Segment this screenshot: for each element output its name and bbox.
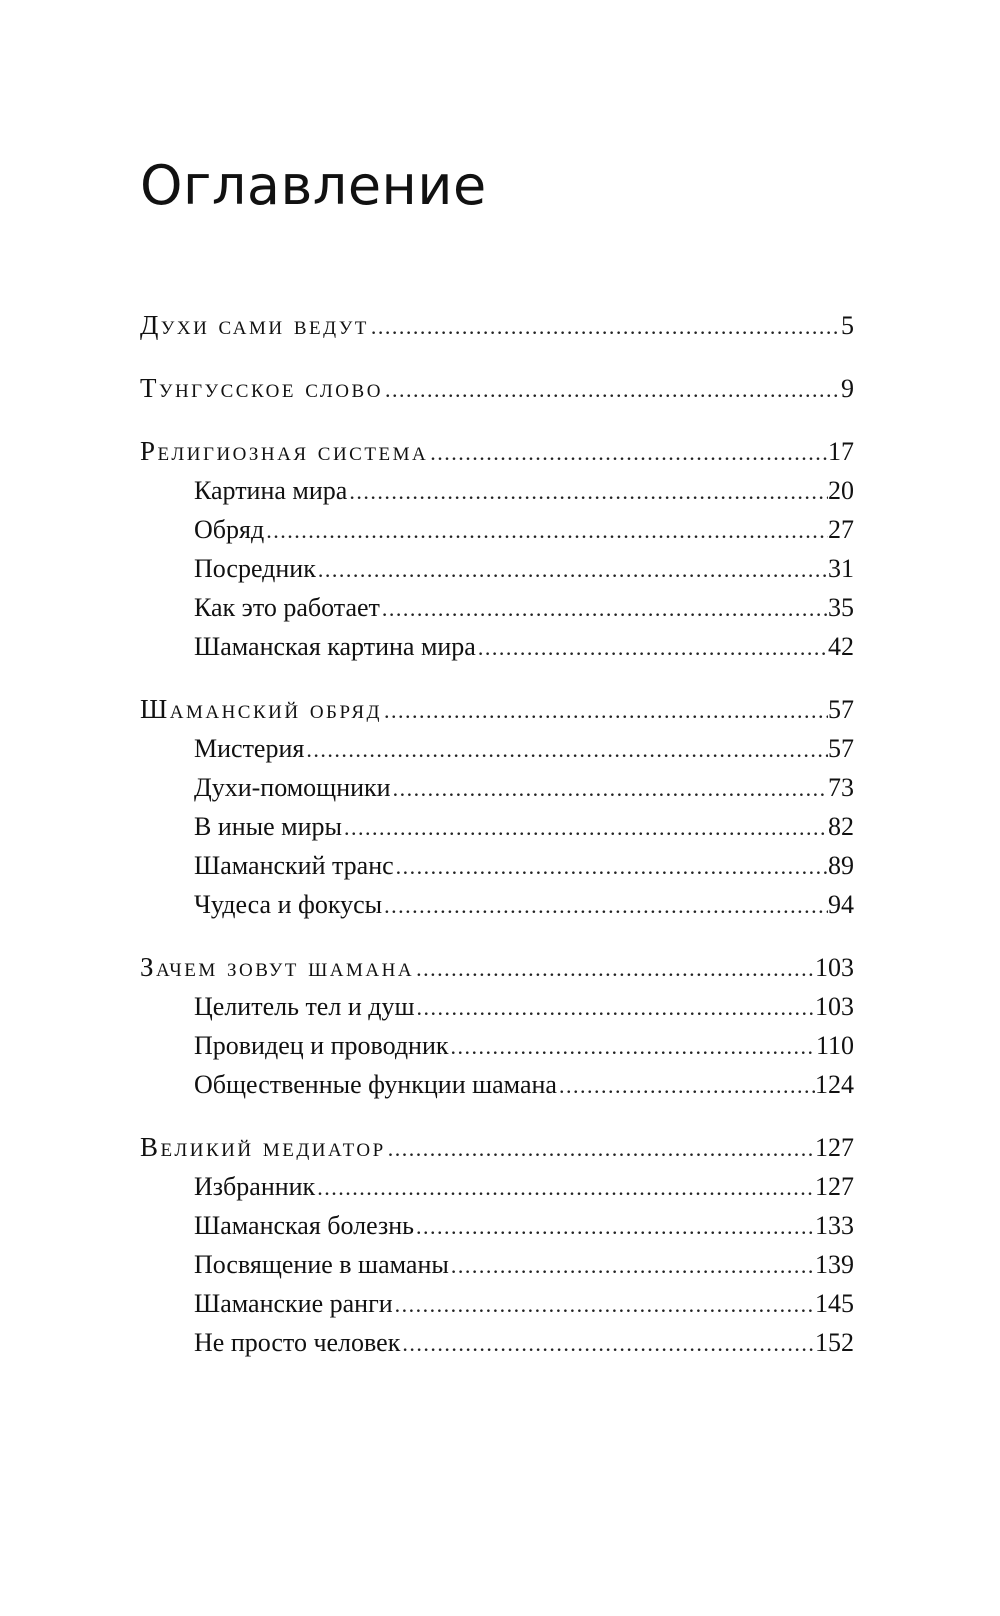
page-title: Оглавление	[140, 154, 487, 217]
toc-subentry[interactable]	[140, 885, 854, 924]
page-number: 57	[828, 734, 854, 763]
page-number: 20	[828, 476, 854, 505]
chapter-title: Духи сами ведут	[140, 310, 369, 340]
subsection-title: Провидец и проводник	[194, 1031, 449, 1060]
chapter-title: Зачем зовут шамана	[140, 952, 415, 982]
toc-subentry[interactable]	[140, 1065, 854, 1104]
subsection-title: Шаманская болезнь	[194, 1211, 415, 1240]
dot-leader	[369, 307, 841, 346]
dot-leader	[400, 1324, 815, 1363]
page-number: 31	[828, 554, 854, 583]
subsection-title: Шаманская картина мира	[194, 632, 476, 661]
dot-leader	[380, 589, 828, 628]
page-number: 145	[815, 1289, 854, 1318]
dot-leader	[383, 370, 841, 409]
subsection-title: Обряд	[194, 515, 265, 544]
subsection-title: Чудеса и фокусы	[194, 890, 383, 919]
page-number: 82	[828, 812, 854, 841]
toc-chapter-entry[interactable]	[140, 432, 854, 471]
dot-leader	[414, 988, 815, 1027]
toc-subentry[interactable]	[140, 471, 854, 510]
toc-subentry[interactable]	[140, 510, 854, 549]
page-number: 110	[815, 1031, 854, 1060]
toc-subentry[interactable]	[140, 768, 854, 807]
toc-section	[140, 306, 854, 345]
toc-chapter-entry[interactable]	[140, 369, 854, 408]
subsection-title: Посвящение в шаманы	[194, 1250, 449, 1279]
toc-section	[140, 432, 854, 666]
page-number: 94	[828, 890, 854, 919]
toc-chapter-entry[interactable]	[140, 948, 854, 987]
page-number: 5	[841, 311, 854, 340]
toc-subentry[interactable]	[140, 1206, 854, 1245]
subsection-title: Целитель тел и душ	[194, 992, 415, 1021]
toc-subentry[interactable]	[140, 1323, 854, 1362]
dot-leader	[557, 1066, 815, 1105]
subsection-title: В иные миры	[194, 812, 343, 841]
page-number: 73	[828, 773, 854, 802]
page-number: 103	[815, 992, 854, 1021]
toc-chapter-entry[interactable]	[140, 306, 854, 345]
subsection-title: Избранник	[194, 1172, 316, 1201]
subsection-title: Не просто человек	[194, 1328, 401, 1357]
subsection-title: Общественные функции шамана	[194, 1070, 557, 1099]
toc-subentry[interactable]	[140, 1245, 854, 1284]
page-number: 17	[828, 437, 854, 466]
page-number: 139	[815, 1250, 854, 1279]
chapter-title: Тунгусское слово	[140, 373, 383, 403]
page-number: 152	[815, 1328, 854, 1357]
chapter-title: Шаманский обряд	[140, 694, 382, 724]
toc-subentry[interactable]	[140, 1026, 854, 1065]
page-number: 127	[815, 1172, 854, 1201]
toc-subentry[interactable]	[140, 1167, 854, 1206]
toc-section	[140, 369, 854, 408]
dot-leader	[414, 949, 815, 988]
page-number: 103	[815, 953, 854, 982]
page-number: 57	[828, 695, 854, 724]
dot-leader	[394, 847, 828, 886]
toc-subentry[interactable]	[140, 549, 854, 588]
page-number: 133	[815, 1211, 854, 1240]
page-number: 89	[828, 851, 854, 880]
dot-leader	[347, 472, 828, 511]
subsection-title: Как это работает	[194, 593, 380, 622]
toc-subentry[interactable]	[140, 846, 854, 885]
dot-leader	[428, 433, 828, 472]
dot-leader	[342, 808, 828, 847]
chapter-title: Великий медиатор	[140, 1132, 386, 1162]
toc-subentry[interactable]	[140, 627, 854, 666]
toc-subentry[interactable]	[140, 807, 854, 846]
dot-leader	[476, 628, 828, 667]
subsection-title: Шаманские ранги	[194, 1289, 393, 1318]
page-number: 9	[841, 374, 854, 403]
subsection-title: Посредник	[194, 554, 316, 583]
dot-leader	[316, 550, 828, 589]
dot-leader	[382, 691, 828, 730]
subsection-title: Мистерия	[194, 734, 305, 763]
toc-subentry[interactable]	[140, 588, 854, 627]
toc-section	[140, 1128, 854, 1362]
dot-leader	[315, 1168, 815, 1207]
toc-section	[140, 948, 854, 1104]
toc-subentry[interactable]	[140, 729, 854, 768]
subsection-title: Шаманский транс	[194, 851, 394, 880]
dot-leader	[393, 1285, 815, 1324]
subsection-title: Картина мира	[194, 476, 348, 505]
table-of-contents	[140, 306, 854, 1386]
page-number: 27	[828, 515, 854, 544]
dot-leader	[449, 1027, 816, 1066]
dot-leader	[391, 769, 828, 808]
dot-leader	[304, 730, 828, 769]
page-number: 42	[828, 632, 854, 661]
dot-leader	[264, 511, 828, 550]
dot-leader	[414, 1207, 815, 1246]
subsection-title: Духи-помощники	[194, 773, 391, 802]
dot-leader	[449, 1246, 815, 1285]
dot-leader	[386, 1129, 815, 1168]
chapter-title: Религиозная система	[140, 436, 429, 466]
page-number: 124	[815, 1070, 854, 1099]
page-number: 127	[815, 1133, 854, 1162]
toc-chapter-entry[interactable]	[140, 690, 854, 729]
page-number: 35	[828, 593, 854, 622]
toc-section	[140, 690, 854, 924]
toc-chapter-entry[interactable]	[140, 1128, 854, 1167]
dot-leader	[382, 886, 828, 925]
toc-subentry[interactable]	[140, 987, 854, 1026]
toc-subentry[interactable]	[140, 1284, 854, 1323]
